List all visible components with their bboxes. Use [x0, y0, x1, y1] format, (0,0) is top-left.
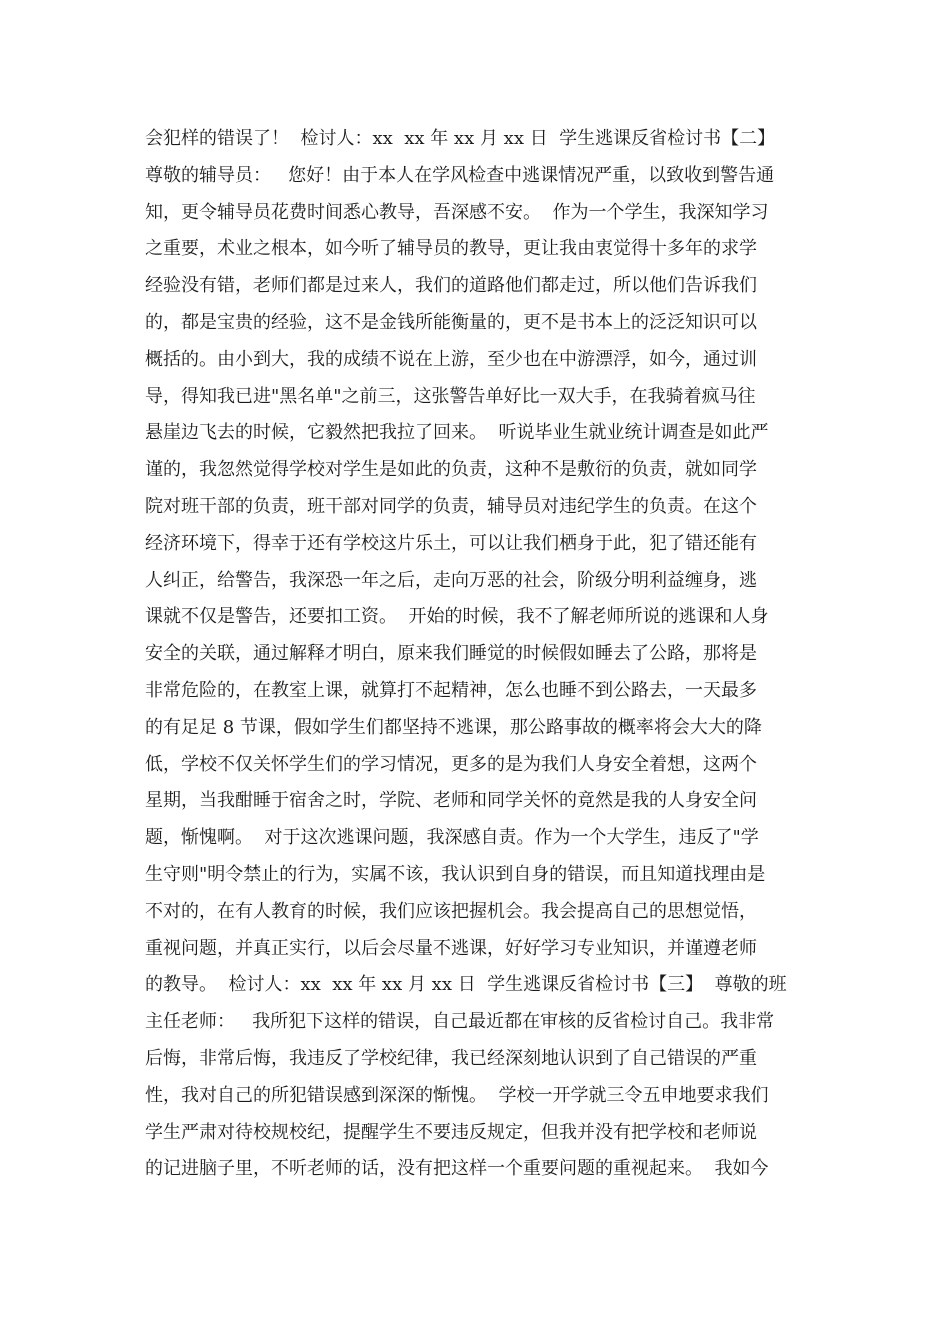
text-line: 安全的关联，通过解释才明白，原来我们睡觉的时候假如睡去了公路，那将是 — [145, 643, 757, 665]
text-line: 性，我对自己的所犯错误感到深深的惭愧。 学校一开学就三令五申地要求我们 — [145, 1084, 769, 1106]
text-line: 低，学校不仅关怀学生们的学习情况，更多的是为我们人身安全着想，这两个 — [145, 753, 757, 775]
body-text — [145, 121, 815, 1188]
text-line: 之重要，术业之根本，如今听了辅导员的教导，更让我由衷觉得十多年的求学 — [145, 238, 757, 260]
text-line: 星期，当我酣睡于宿舍之时，学院、老师和同学关怀的竟然是我的人身安全问 — [145, 790, 757, 812]
text-line: 不对的，在有人教育的时候，我们应该把握机会。我会提高自己的思想觉悟， — [145, 900, 757, 922]
text-line: 主任老师： 我所犯下这样的错误，自己最近都在审核的反省检讨自己。我非常 — [145, 1011, 775, 1033]
text-line: 重视问题，并真正实行，以后会尽量不逃课，好好学习专业知识，并谨遵老师 — [145, 937, 757, 959]
text-line: 生守则"明令禁止的行为，实属不该，我认识到自身的错误，而且知道找理由是 — [145, 863, 766, 885]
text-line: 题，惭愧啊。 对于这次逃课问题，我深感自责。作为一个大学生，违反了"学 — [145, 827, 759, 849]
text-line: 的记进脑子里，不听老师的话，没有把这样一个重要问题的重视起来。 我如今 — [145, 1158, 769, 1180]
text-line: 的教导。 检讨人：xx xx 年 xx 月 xx 日 学生逃课反省检讨书【三】 尊敬的班 — [145, 974, 787, 996]
text-line: 课就不仅是警告，还要扣工资。 开始的时候，我不了解老师所说的逃课和人身 — [145, 606, 769, 628]
text-line: 会犯样的错误了！ 检讨人：xx xx 年 xx 月 xx 日 学生逃课反省检讨书【二】 — [145, 128, 776, 149]
text-line: 院对班干部的负责，班干部对同学的负责，辅导员对违纪学生的负责。在这个 — [145, 495, 757, 517]
text-line: 后悔，非常后悔，我违反了学校纪律，我已经深刻地认识到了自己错误的严重 — [145, 1047, 757, 1069]
text-line: 经验没有错，老师们都是过来人，我们的道路他们都走过，所以他们告诉我们 — [145, 275, 757, 297]
text-line: 的，都是宝贵的经验，这不是金钱所能衡量的，更不是书本上的泛泛知识可以 — [145, 311, 757, 333]
text-line: 知，更令辅导员花费时间悉心教导，吾深感不安。 作为一个学生，我深知学习 — [145, 201, 769, 223]
text-line: 尊敬的辅导员： 您好！由于本人在学风检查中逃课情况严重，以致收到警告通 — [145, 164, 775, 186]
text-line: 的有足足 8 节课，假如学生们都坚持不逃课，那公路事故的概率将会大大的降 — [145, 716, 762, 738]
text-line: 谨的，我忽然觉得学校对学生是如此的负责，这种不是敷衍的负责，就如同学 — [145, 459, 757, 481]
text-line: 概括的。由小到大，我的成绩不说在上游，至少也在中游漂浮，如今，通过训 — [145, 348, 757, 370]
text-line: 学生严肃对待校规校纪，提醒学生不要违反规定，但我并没有把学校和老师说 — [145, 1121, 757, 1143]
text-line: 导，得知我已进"黑名单"之前三，这张警告单好比一双大手，在我骑着疯马往 — [145, 385, 756, 407]
text-line: 经济环境下，得幸于还有学校这片乐土，可以让我们栖身于此，犯了错还能有 — [145, 532, 757, 554]
text-line: 悬崖边飞去的时候，它毅然把我拉了回来。 听说毕业生就业统计调查是如此严 — [145, 422, 769, 444]
text-line: 人纠正，给警告，我深恐一年之后，走向万恶的社会，阶级分明利益缠身，逃 — [145, 569, 757, 591]
text-line: 非常危险的，在教室上课，就算打不起精神，怎么也睡不到公路去，一天最多 — [145, 679, 757, 701]
